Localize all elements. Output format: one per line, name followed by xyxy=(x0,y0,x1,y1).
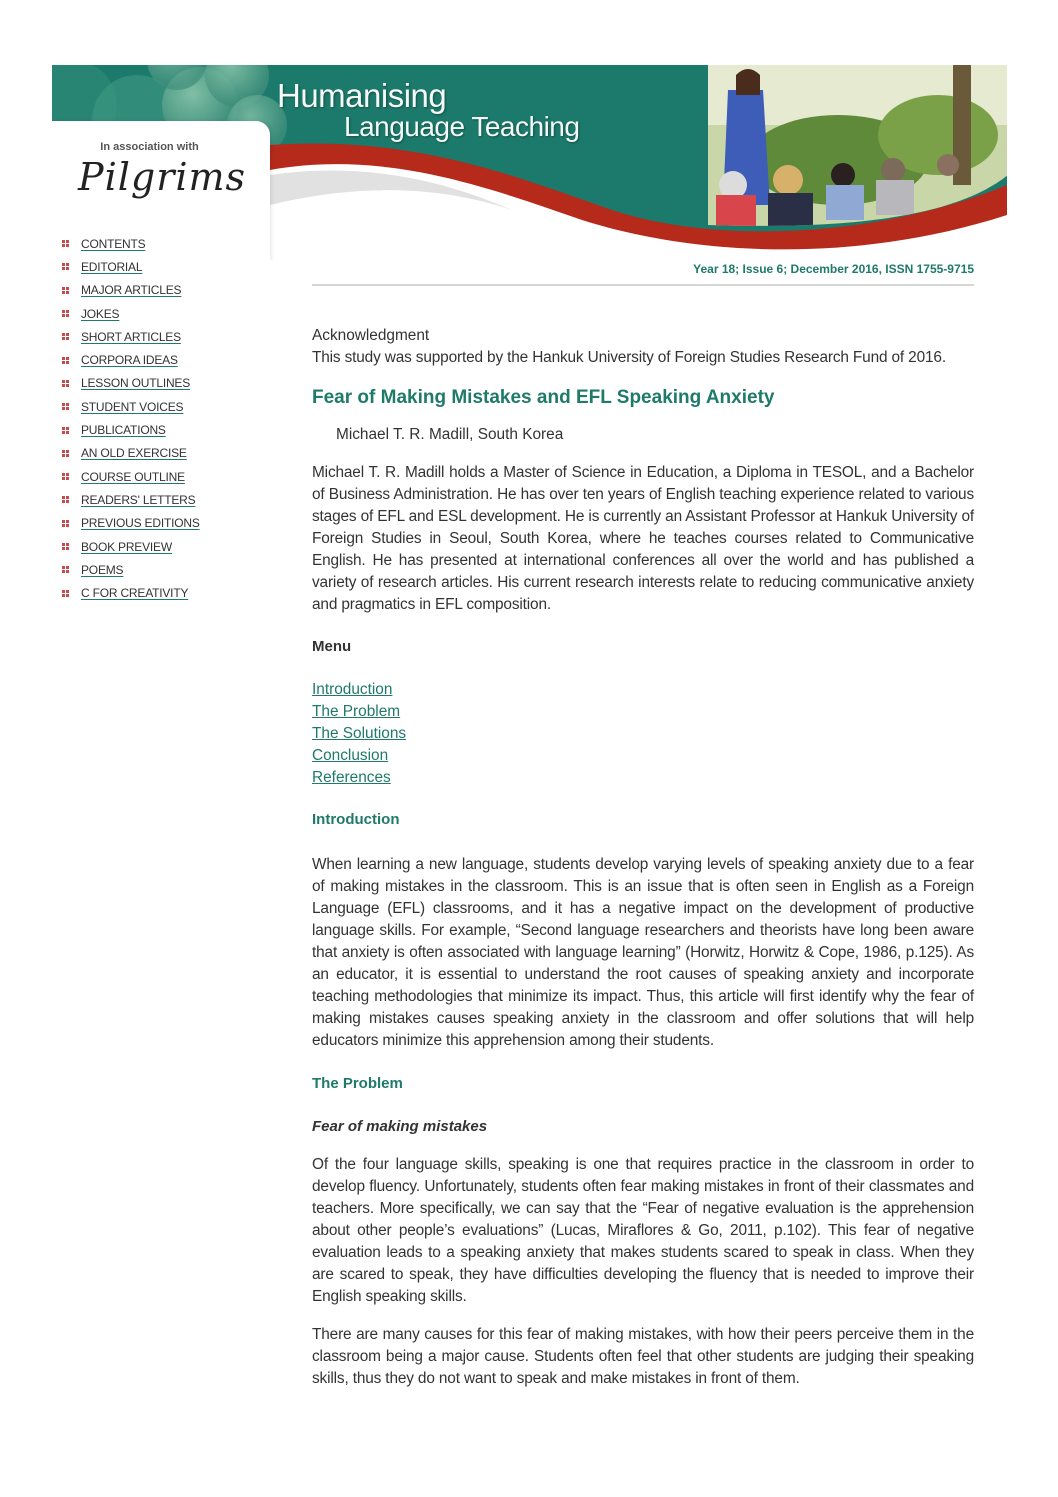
header-divider xyxy=(312,284,974,286)
pilgrims-logo[interactable]: Pilgrims xyxy=(78,155,247,199)
sidebar-item-corpora-ideas[interactable] xyxy=(62,348,262,371)
menu-link-conclusion[interactable]: Conclusion xyxy=(312,747,389,764)
sidebar-item-course-outline[interactable] xyxy=(62,465,262,488)
menu-link-introduction[interactable]: Introduction xyxy=(312,681,393,698)
acknowledgment-text: This study was supported by the Hankuk University of Foreign Studies Research Fund of 2016. xyxy=(312,349,946,366)
site-banner xyxy=(52,65,1007,260)
article-menu xyxy=(312,679,974,789)
sidebar-link[interactable]: MAJOR ARTICLES xyxy=(81,283,182,298)
sidebar-link[interactable]: EDITORIAL xyxy=(81,259,143,274)
sidebar-item-an-old-exercise[interactable] xyxy=(62,442,262,465)
bullet-icon xyxy=(62,287,69,294)
sidebar-link[interactable]: READERS' LETTERS xyxy=(81,492,196,507)
bullet-icon xyxy=(62,310,69,317)
sidebar-item-contents[interactable] xyxy=(62,232,262,255)
bullet-icon xyxy=(62,263,69,270)
introduction-heading: Introduction xyxy=(312,811,400,828)
sidebar-item-jokes[interactable] xyxy=(62,302,262,325)
problem-subheading: Fear of making mistakes xyxy=(312,1118,488,1135)
issue-info: Year 18; Issue 6; December 2016, ISSN 1755-9715 xyxy=(693,262,974,276)
bullet-icon xyxy=(62,240,69,247)
sidebar-nav xyxy=(62,232,262,605)
sidebar-item-c-for-creativity[interactable] xyxy=(62,581,262,604)
sidebar-item-student-voices[interactable] xyxy=(62,395,262,418)
introduction-paragraph: When learning a new language, students develop varying levels of speaking anxiety due to a fear of making mistakes in the classroom. This is an issue that is often seen in English as a Foreign Language (EFL) classrooms, and it has a negative impact on the development of productive language skills. For example, “Second language researchers and theorists have long been aware that anxiety is often associated with language learning” (Horwitz, Horwitz & Cope, 1986, p.125). As an educator, it is essential to understand the root causes of speaking anxiety and incorporate teaching methodologies that minimize its impact. Thus, this article will first identify why the fear of making mistakes causes speaking anxiety in the classroom and offer solutions that will help educators minimize this apprehension among their students. xyxy=(312,856,974,1049)
article-main xyxy=(312,258,974,1390)
sidebar-link[interactable]: SHORT ARTICLES xyxy=(81,329,181,344)
sidebar-link[interactable]: COURSE OUTLINE xyxy=(81,469,185,484)
sidebar-item-publications[interactable] xyxy=(62,418,262,441)
author-byline: Michael T. R. Madill, South Korea xyxy=(336,426,564,443)
menu-heading: Menu xyxy=(312,638,352,655)
article-title: Fear of Making Mistakes and EFL Speaking Anxiety xyxy=(312,387,775,408)
sidebar-item-editorial[interactable] xyxy=(62,255,262,278)
bullet-icon xyxy=(62,403,69,410)
sidebar-link[interactable]: C FOR CREATIVITY xyxy=(81,586,189,601)
acknowledgment-heading: Acknowledgment xyxy=(312,327,430,344)
sidebar-link[interactable]: LESSON OUTLINES xyxy=(81,376,191,391)
bullet-icon xyxy=(62,566,69,573)
problem-paragraph-2: There are many causes for this fear of making mistakes, with how their peers perceive them in the classroom being a major cause. Students often feel that other students are judging their speaking skills, thus they do not want to speak and make mistakes in front of them. xyxy=(312,1326,974,1387)
sidebar-link[interactable]: STUDENT VOICES xyxy=(81,399,184,414)
sidebar-link[interactable]: JOKES xyxy=(81,306,120,321)
sidebar-link[interactable]: PREVIOUS EDITIONS xyxy=(81,516,200,531)
menu-link-the-solutions[interactable]: The Solutions xyxy=(312,725,407,742)
menu-link-references[interactable]: References xyxy=(312,769,391,786)
menu-link-the-problem[interactable]: The Problem xyxy=(312,703,401,720)
sidebar-item-readers-letters[interactable] xyxy=(62,488,262,511)
bullet-icon xyxy=(62,427,69,434)
bullet-icon xyxy=(62,380,69,387)
site-title-line2: Language Teaching xyxy=(344,111,580,142)
sidebar-item-poems[interactable] xyxy=(62,558,262,581)
sidebar-link[interactable]: CONTENTS xyxy=(81,236,146,251)
bullet-icon xyxy=(62,590,69,597)
bullet-icon xyxy=(62,450,69,457)
problem-paragraph-1: Of the four language skills, speaking is one that requires practice in the classroom in order to develop fluency. Unfortunately, students often fear making mistakes in front of their classmates and teachers. More specifically, we can say that the “Fear of negative evaluation is the apprehension about other people’s evaluations” (Lucas, Miraflores & Go, 2011, p.102). This fear of negative evaluation leads to a speaking anxiety that makes students scared to speak in class. When they are scared to speak, they have difficulties developing the fluency that is needed to improve their English speaking skills. xyxy=(312,1156,974,1305)
sidebar-link[interactable]: POEMS xyxy=(81,562,124,577)
bullet-icon xyxy=(62,496,69,503)
sidebar-item-book-preview[interactable] xyxy=(62,535,262,558)
sidebar-link[interactable]: PUBLICATIONS xyxy=(81,423,166,438)
bullet-icon xyxy=(62,473,69,480)
problem-heading: The Problem xyxy=(312,1075,403,1092)
sidebar-link[interactable]: AN OLD EXERCISE xyxy=(81,446,187,461)
sidebar-link[interactable]: CORPORA IDEAS xyxy=(81,353,178,368)
bullet-icon xyxy=(62,520,69,527)
bullet-icon xyxy=(62,357,69,364)
association-label: In association with xyxy=(100,141,199,153)
author-bio: Michael T. R. Madill holds a Master of Science in Education, a Diploma in TESOL, and a Bachelor of Business Administration. He has over ten years of English teaching experience related to various stages of EFL and ESL development. He is currently an Assistant Professor at Hankuk University of Foreign Studies in Seoul, South Korea, where he teaches courses related to Communicative English. He has presented at international conferences all over the world and has published a variety of research articles. His current research interests relate to reducing communicative anxiety and pragmatics in EFL composition. xyxy=(312,464,974,613)
site-title-line1: Humanising xyxy=(277,77,447,114)
bullet-icon xyxy=(62,543,69,550)
sidebar-item-lesson-outlines[interactable] xyxy=(62,372,262,395)
sidebar-item-major-articles[interactable] xyxy=(62,279,262,302)
sidebar-item-short-articles[interactable] xyxy=(62,325,262,348)
teacher-photo xyxy=(708,65,1007,260)
sidebar-link[interactable]: BOOK PREVIEW xyxy=(81,539,172,554)
bullet-icon xyxy=(62,333,69,340)
sidebar-item-previous-editions[interactable] xyxy=(62,512,262,535)
